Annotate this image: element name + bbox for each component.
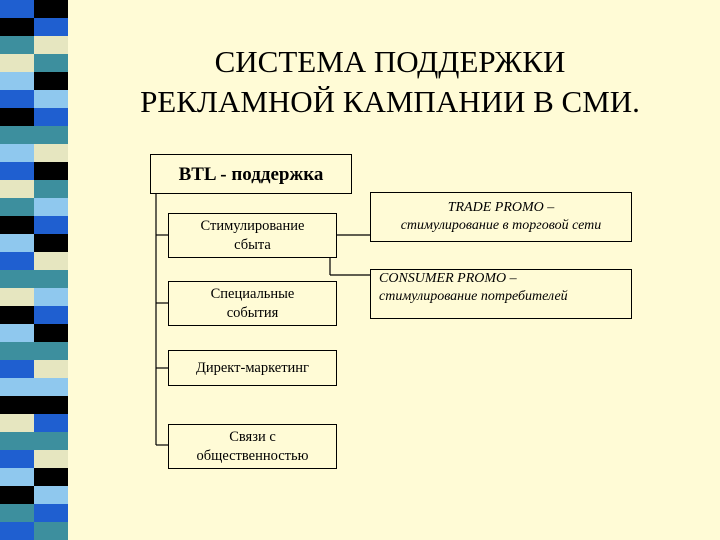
child-label-line1: Директ-маркетинг	[195, 359, 310, 376]
consumer-promo-box	[370, 269, 632, 319]
trade-promo-box	[370, 192, 632, 242]
btl-root-label: BTL - поддержка	[178, 163, 324, 185]
child-box-direct-marketing	[168, 350, 337, 386]
child-label-line2: события	[226, 304, 279, 321]
consumer-promo-desc: стимулирование потребителей	[379, 289, 568, 304]
trade-promo-desc: стимулирование в торговой сети	[400, 218, 602, 233]
btl-root-box	[150, 154, 352, 194]
child-label-line1: Специальные	[210, 285, 295, 302]
title-line-1: СИСТЕМА ПОДДЕРЖКИ	[214, 44, 566, 79]
child-box-sales-promotion	[168, 213, 337, 258]
trade-promo-title: TRADE PROMO –	[447, 200, 555, 215]
child-label-line2: сбыта	[234, 236, 271, 253]
child-label-line1: Связи с	[229, 428, 276, 445]
child-label-line2: общественностью	[196, 447, 309, 464]
child-box-public-relations	[168, 424, 337, 469]
child-label-line1: Стимулирование	[200, 217, 305, 234]
consumer-promo-title: CONSUMER PROMO –	[379, 271, 517, 286]
title-line-2: РЕКЛАМНОЙ КАМПАНИИ В СМИ.	[140, 84, 640, 119]
child-box-special-events	[168, 281, 337, 326]
